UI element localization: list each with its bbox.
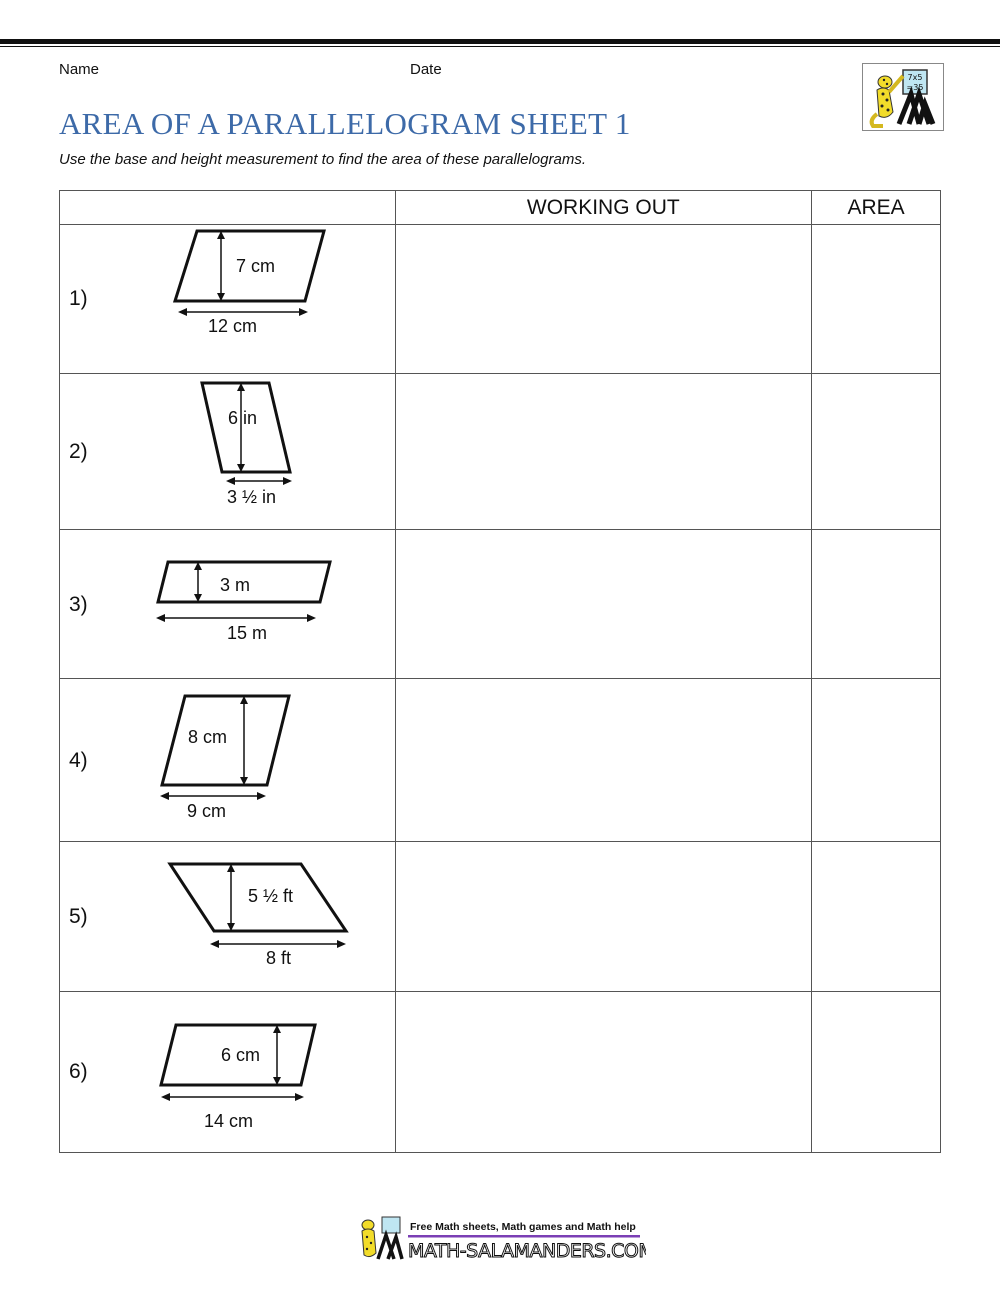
area-answer-cell[interactable] [812,842,941,992]
question-cell [60,530,396,679]
top-rule-thick [0,39,1000,44]
svg-text:Free Math sheets, Math games a: Free Math sheets, Math games and Math help [410,1221,636,1233]
svg-text:3 m: 3 m [220,575,251,595]
table-row [60,530,941,679]
working-out-cell[interactable] [395,225,812,374]
working-out-cell[interactable] [395,679,812,842]
question-cell [60,374,396,530]
table-header-row [60,191,941,225]
date-label: Date [410,61,442,78]
svg-text:MATH-SALAMANDERS.COM: MATH-SALAMANDERS.COM [408,1240,646,1262]
question-cell [60,679,396,842]
question-cell [60,842,396,992]
question-number: 5) [69,905,88,928]
svg-text:=35: =35 [906,83,924,92]
worksheet-table [59,190,941,1153]
svg-text:8 cm: 8 cm [188,727,228,747]
question-number: 6) [69,1060,88,1083]
svg-text:6 cm: 6 cm [221,1045,261,1065]
column-header-figure [60,191,396,225]
question-cell [60,992,396,1153]
svg-text:9 cm: 9 cm [187,801,227,821]
table-row [60,374,941,530]
question-cell [60,225,396,374]
parallelogram-figure [60,842,396,992]
area-answer-cell[interactable] [812,679,941,842]
parallelogram-figure [60,679,396,842]
svg-text:14 cm: 14 cm [204,1111,254,1131]
svg-text:7 cm: 7 cm [236,256,276,276]
table-row [60,842,941,992]
instructions: Use the base and height measurement to find the area of these parallelograms. [59,151,586,168]
working-out-cell[interactable] [395,374,812,530]
parallelogram-figure [60,374,396,530]
svg-text:15 m: 15 m [227,623,268,643]
area-answer-cell[interactable] [812,530,941,679]
salamander-teacher-icon [863,64,943,130]
column-header-area: AREA [812,191,941,225]
question-number: 3) [69,593,88,616]
table-row [60,992,941,1153]
parallelogram-figure [60,225,396,374]
svg-text:6 in: 6 in [228,408,258,428]
area-answer-cell[interactable] [812,225,941,374]
parallelogram-figure [60,992,396,1153]
question-number: 4) [69,749,88,772]
page-title: AREA OF A PARALLELOGRAM SHEET 1 [59,106,631,141]
area-answer-cell[interactable] [812,374,941,530]
area-answer-cell[interactable] [812,992,941,1153]
footer-logo[interactable] [356,1215,646,1265]
name-label: Name [59,61,100,78]
working-out-cell[interactable] [395,842,812,992]
salamander-footer-icon [356,1215,646,1265]
svg-text:8 ft: 8 ft [266,948,292,968]
svg-text:5 ½ ft: 5 ½ ft [248,886,294,906]
svg-text:3 ½ in: 3 ½ in [227,487,277,507]
table-row [60,679,941,842]
parallelogram-figure [60,530,396,679]
svg-text:7x5: 7x5 [907,73,923,82]
question-number: 2) [69,440,88,463]
working-out-cell[interactable] [395,992,812,1153]
salamander-logo [862,63,944,131]
column-header-working-out: WORKING OUT [395,191,812,225]
question-number: 1) [69,287,88,310]
table-row [60,225,941,374]
svg-text:12 cm: 12 cm [208,316,258,336]
working-out-cell[interactable] [395,530,812,679]
top-rule-thin [0,46,1000,47]
